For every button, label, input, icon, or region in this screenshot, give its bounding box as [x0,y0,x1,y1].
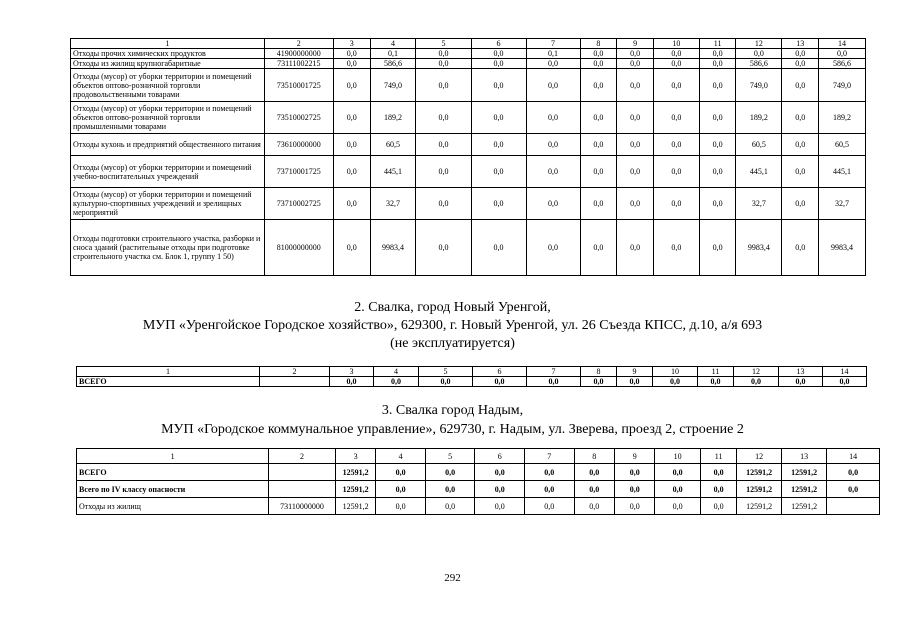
value-cell: 0,0 [416,49,471,59]
header-row [77,449,880,464]
row-label-cell: Отходы (мусор) от уборки территории и помещений учебно-воспитательных учреждений [71,156,265,188]
value-cell: 586,6 [370,59,416,69]
value-cell: 0,0 [617,188,654,220]
code-cell [269,464,336,481]
value-cell: 0,0 [333,188,370,220]
value-cell: 12591,2 [737,464,781,481]
value-cell: 0,0 [699,69,736,102]
value-cell: 0,0 [653,188,699,220]
row-label-cell: ВСЕГО [77,464,269,481]
code-cell: 73110000000 [269,498,336,515]
value-cell: 0,0 [653,156,699,188]
value-cell: 0,0 [333,134,370,156]
value-cell: 12591,2 [781,481,827,498]
value-cell: 189,2 [370,102,416,134]
value-cell: 0,0 [416,59,471,69]
value-cell: 0,0 [475,481,525,498]
value-cell: 0,0 [617,102,654,134]
table-row [71,156,866,188]
value-cell: 189,2 [819,102,866,134]
value-cell: 0,0 [819,49,866,59]
column-header-cell: 11 [700,449,736,464]
row-label-cell: Отходы (мусор) от уборки территории и помещений объектов оптово-розничной торговли промышленными товарами [71,102,265,134]
value-cell: 0,0 [655,464,701,481]
column-header-cell: 8 [581,367,617,377]
value-cell: 0,0 [416,102,471,134]
code-cell [260,377,330,387]
code-cell [269,481,336,498]
value-cell: 0,0 [782,59,819,69]
value-cell: 0,0 [580,134,617,156]
value-cell: 0,0 [653,102,699,134]
column-header-cell: 10 [655,449,701,464]
column-header-cell: 14 [823,367,867,377]
value-cell: 0,0 [653,49,699,59]
value-cell: 0,0 [526,220,580,276]
value-cell: 0,0 [617,69,654,102]
value-cell: 0,0 [475,464,525,481]
column-header-cell: 2 [269,449,336,464]
value-cell: 0,0 [617,49,654,59]
value-cell: 0,0 [416,69,471,102]
table-row [77,498,880,515]
value-cell: 586,6 [736,59,782,69]
column-header-cell: 9 [617,367,653,377]
header-row [71,39,866,49]
value-cell: 0,0 [419,377,473,387]
value-cell: 0,0 [416,156,471,188]
value-cell: 749,0 [736,69,782,102]
value-cell: 749,0 [370,69,416,102]
value-cell: 0,0 [333,102,370,134]
value-cell: 445,1 [736,156,782,188]
column-header-cell: 2 [260,367,330,377]
value-cell: 0,0 [782,156,819,188]
value-cell: 0,0 [614,481,654,498]
column-header-cell: 10 [653,367,698,377]
value-cell: 445,1 [819,156,866,188]
column-header-cell: 6 [471,39,526,49]
section-2-note: (не эксплуатируется) [390,336,515,351]
value-cell: 0,0 [699,102,736,134]
row-label-cell: Отходы подготовки строительного участка, разборки и сноса зданий (растительные отходы при подготовке строительного участка см. Блок 1, группу 1 50) [71,220,265,276]
value-cell: 0,0 [700,498,736,515]
value-cell: 32,7 [370,188,416,220]
value-cell: 749,0 [819,69,866,102]
column-header-cell: 3 [335,449,375,464]
value-cell: 0,0 [471,69,526,102]
column-header-cell: 5 [425,449,475,464]
value-cell: 0,0 [782,69,819,102]
column-header-cell: 4 [370,39,416,49]
value-cell: 0,0 [653,59,699,69]
value-cell: 0,0 [526,134,580,156]
value-cell: 0,0 [617,156,654,188]
value-cell: 0,0 [653,220,699,276]
value-cell: 0,0 [653,377,698,387]
value-cell: 0,0 [471,59,526,69]
value-cell: 0,0 [416,220,471,276]
code-cell: 41900000000 [264,49,333,59]
value-cell: 0,0 [699,59,736,69]
code-cell: 73510001725 [264,69,333,102]
value-cell: 0,0 [823,377,867,387]
row-label-cell: Всего по IV классу опасности [77,481,269,498]
value-cell: 0,0 [526,69,580,102]
value-cell: 0,0 [580,69,617,102]
value-cell: 0,0 [580,220,617,276]
value-cell: 0,0 [527,377,581,387]
value-cell: 12591,2 [737,481,781,498]
value-cell: 0,1 [370,49,416,59]
section-3-subtitle: МУП «Городское коммунальное управление», 629730, г. Надым, ул. Зверева, проезд 2, строение 2 [161,422,744,437]
value-cell: 0,0 [425,481,475,498]
value-cell: 12591,2 [737,498,781,515]
column-header-cell: 12 [736,39,782,49]
value-cell: 0,0 [617,220,654,276]
column-header-cell: 4 [374,367,419,377]
row-label-cell: Отходы прочих химических продуктов [71,49,265,59]
value-cell: 0,0 [782,49,819,59]
value-cell: 0,0 [425,464,475,481]
value-cell: 0,0 [699,220,736,276]
value-cell: 9983,4 [370,220,416,276]
value-cell: 0,0 [655,498,701,515]
value-cell: 0,0 [699,156,736,188]
value-cell: 0,0 [782,134,819,156]
code-cell: 73710001725 [264,156,333,188]
column-header-cell: 6 [473,367,527,377]
value-cell: 0,0 [574,498,614,515]
value-cell: 32,7 [736,188,782,220]
section-3-title: 3. Свалка город Надым, [381,403,524,418]
header-row [77,367,867,377]
column-header-cell: 11 [699,39,736,49]
column-header-cell: 9 [614,449,654,464]
column-header-cell: 3 [333,39,370,49]
section-2-title: 2. Свалка, город Новый Уренгой, [354,300,551,315]
value-cell: 9983,4 [819,220,866,276]
value-cell: 0,0 [333,69,370,102]
column-header-cell: 5 [416,39,471,49]
value-cell: 0,0 [580,156,617,188]
column-header-cell: 7 [526,39,580,49]
value-cell: 9983,4 [736,220,782,276]
value-cell: 0,0 [333,220,370,276]
value-cell: 0,0 [524,464,574,481]
value-cell: 0,0 [471,220,526,276]
value-cell: 0,0 [653,69,699,102]
value-cell: 0,0 [471,156,526,188]
value-cell: 0,0 [736,49,782,59]
value-cell: 0,0 [330,377,374,387]
value-cell: 0,0 [376,481,426,498]
row-label-cell: Отходы из жилищ крупногабаритные [71,59,265,69]
value-cell: 12591,2 [781,498,827,515]
value-cell: 0,0 [526,102,580,134]
value-cell: 0,0 [614,498,654,515]
value-cell: 0,0 [574,464,614,481]
column-header-cell: 7 [527,367,581,377]
value-cell: 0,0 [782,102,819,134]
value-cell: 0,0 [827,464,880,481]
value-cell: 189,2 [736,102,782,134]
value-cell: 0,0 [376,498,426,515]
value-cell: 445,1 [370,156,416,188]
value-cell: 0,0 [471,188,526,220]
column-header-cell: 1 [77,449,269,464]
value-cell: 0,0 [471,134,526,156]
value-cell: 0,0 [524,481,574,498]
code-cell: 73510002725 [264,102,333,134]
value-cell: 0,0 [581,377,617,387]
value-cell: 0,0 [425,498,475,515]
value-cell: 0,0 [580,102,617,134]
column-header-cell: 3 [330,367,374,377]
column-header-cell: 13 [779,367,823,377]
value-cell: 0,0 [526,188,580,220]
value-cell: 0,0 [333,156,370,188]
value-cell: 12591,2 [781,464,827,481]
column-header-cell: 1 [71,39,265,49]
value-cell: 60,5 [736,134,782,156]
table-row [71,69,866,102]
value-cell: 0,0 [734,377,779,387]
row-label-cell: Отходы (мусор) от уборки территории и помещений объектов оптово-розничной торговли продовольственными товарами [71,69,265,102]
table-row [71,102,866,134]
value-cell: 12591,2 [335,481,375,498]
value-cell: 0,0 [580,188,617,220]
column-header-cell: 8 [580,39,617,49]
value-cell: 0,0 [416,188,471,220]
value-cell: 0,0 [376,464,426,481]
row-label-cell: ВСЕГО [77,377,260,387]
value-cell: 0,0 [617,59,654,69]
column-header-cell: 1 [77,367,260,377]
value-cell: 0,0 [617,134,654,156]
table-row [71,188,866,220]
column-header-cell: 12 [737,449,781,464]
value-cell: 586,6 [819,59,866,69]
column-header-cell: 2 [264,39,333,49]
value-cell: 0,0 [700,481,736,498]
column-header-cell: 12 [734,367,779,377]
value-cell: 0,0 [333,49,370,59]
column-header-cell: 11 [698,367,734,377]
table-row [77,464,880,481]
value-cell: 60,5 [370,134,416,156]
value-cell: 0,0 [614,464,654,481]
value-cell: 0,0 [779,377,823,387]
value-cell: 32,7 [819,188,866,220]
value-cell: 0,0 [471,102,526,134]
value-cell: 0,0 [580,59,617,69]
column-header-cell: 14 [827,449,880,464]
page-number: 292 [444,572,461,584]
value-cell: 0,1 [526,49,580,59]
row-label-cell: Отходы кухонь и предприятий общественного питания [71,134,265,156]
table-row [77,377,867,387]
value-cell: 0,0 [617,377,653,387]
value-cell: 12591,2 [335,498,375,515]
value-cell [827,498,880,515]
value-cell: 0,0 [526,156,580,188]
value-cell: 0,0 [699,49,736,59]
column-header-cell: 10 [653,39,699,49]
value-cell: 0,0 [524,498,574,515]
value-cell: 0,0 [827,481,880,498]
value-cell: 0,0 [574,481,614,498]
value-cell: 0,0 [782,188,819,220]
value-cell: 0,0 [473,377,527,387]
value-cell: 12591,2 [335,464,375,481]
value-cell: 0,0 [698,377,734,387]
value-cell: 0,0 [655,481,701,498]
value-cell: 0,0 [580,49,617,59]
value-cell: 0,0 [526,59,580,69]
table-row [71,59,866,69]
table-row [71,220,866,276]
column-header-cell: 8 [574,449,614,464]
waste-table-1 [70,38,866,276]
column-header-cell: 13 [781,449,827,464]
value-cell: 0,0 [699,134,736,156]
value-cell: 0,0 [374,377,419,387]
column-header-cell: 13 [782,39,819,49]
value-cell: 0,0 [653,134,699,156]
code-cell: 81000000000 [264,220,333,276]
value-cell: 0,0 [333,59,370,69]
code-cell: 73111002215 [264,59,333,69]
column-header-cell: 7 [524,449,574,464]
column-header-cell: 14 [819,39,866,49]
section-2-subtitle: МУП «Уренгойское Городское хозяйство», 629300, г. Новый Уренгой, ул. 26 Съезда КПСС, д.10, а/я 693 [142,318,763,333]
value-cell: 0,0 [782,220,819,276]
column-header-cell: 6 [475,449,525,464]
table-row [71,49,866,59]
waste-table-3 [76,448,880,515]
value-cell: 0,0 [416,134,471,156]
value-cell: 0,0 [700,464,736,481]
column-header-cell: 9 [617,39,654,49]
table-row [71,134,866,156]
value-cell: 0,0 [471,49,526,59]
value-cell: 0,0 [475,498,525,515]
code-cell: 73610000000 [264,134,333,156]
code-cell: 73710002725 [264,188,333,220]
row-label-cell: Отходы (мусор) от уборки территории и помещений культурно-спортивных учреждений и зрелищных мероприятий [71,188,265,220]
waste-table-2 [76,366,867,387]
value-cell: 0,0 [699,188,736,220]
column-header-cell: 5 [419,367,473,377]
column-header-cell: 4 [376,449,426,464]
row-label-cell: Отходы из жилищ [77,498,269,515]
table-row [77,481,880,498]
value-cell: 60,5 [819,134,866,156]
